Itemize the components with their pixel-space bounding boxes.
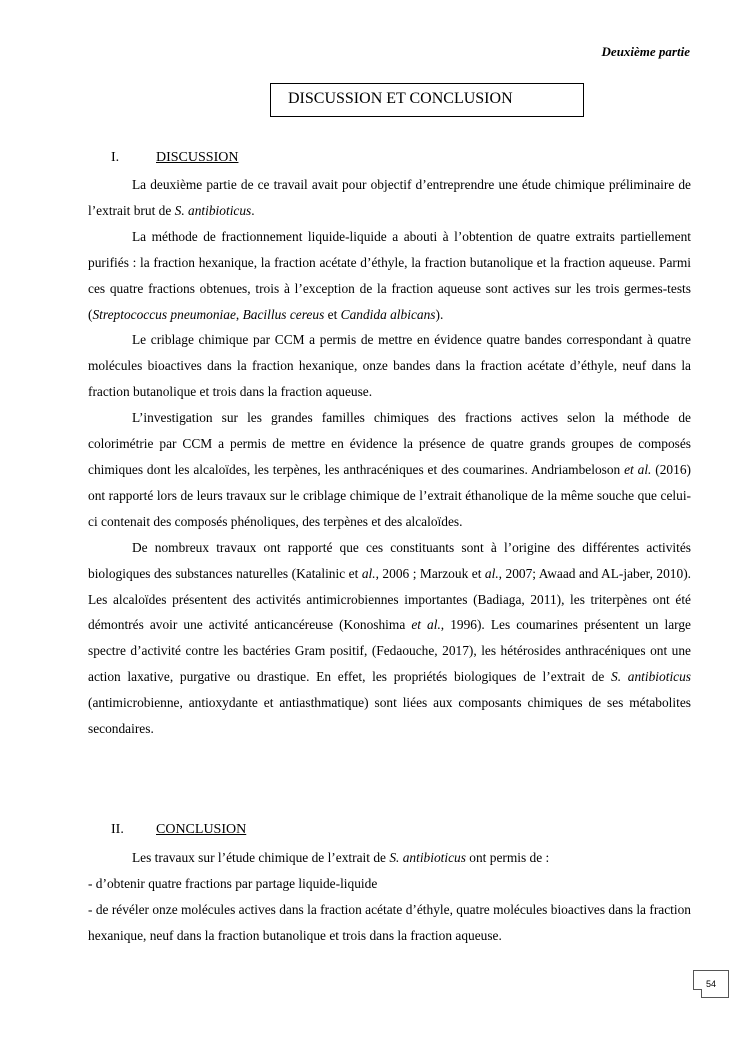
text-run: De nombreux travaux ont rapporté que ces constituants sont à l’origine des différentes activités biologiques des substances naturelles (Katalinic et xyxy=(88,539,691,581)
section-number: I. xyxy=(111,150,120,165)
text-run: La deuxième partie de ce travail avait pour objectif d’entreprendre une étude chimique préliminaire de l’extrait brut de xyxy=(88,177,691,218)
discussion-body xyxy=(88,172,691,742)
text-run: Les travaux sur l’étude chimique de l’extrait de xyxy=(132,850,390,865)
species-name: S. antibioticus xyxy=(174,202,252,218)
text-run: ont permis de : xyxy=(465,850,550,865)
species-name: Streptococcus pneumoniae xyxy=(92,306,236,322)
section-heading-conclusion xyxy=(111,822,246,838)
text-run: (2016) ont rapporté lors de leurs travaux sur le criblage chimique de l’extrait éthanolique de la même souche que celui-ci contenait des composés phénoliques, des terpènes et des alcaloïdes. xyxy=(88,461,691,529)
list-item: - de révéler onze molécules actives dans la fraction acétate d’éthyle, quatre molécules bioactives dans la fraction hexanique, neuf dans la fraction butanolique et trois dans la fraction aqueuse. xyxy=(88,901,691,943)
section-heading-discussion xyxy=(111,150,238,166)
paragraph: Le criblage chimique par CCM a permis de mettre en évidence quatre bandes correspondant à quatre molécules bioactives dans la fraction hexanique, onze bandes dans la fraction acétate d’éthyle, neuf dans la fraction butanolique et trois dans la fraction aqueuse. xyxy=(88,332,691,400)
citation-etal: et al. xyxy=(624,461,652,477)
page-title: DISCUSSION ET CONCLUSION xyxy=(270,83,584,117)
species-name: Candida albicans xyxy=(340,306,436,322)
citation-etal: et al. xyxy=(411,617,441,633)
text-run: , 2006 ; Marzouk et xyxy=(375,565,485,581)
conclusion-body xyxy=(88,845,691,949)
paragraph xyxy=(88,845,691,871)
text-run: , 2007; Awaad and AL-jaber, 2010). Les alcaloïdes présentent des activités antimicrobiennes importantes (Badiaga, 2011), les triterpènes ont été démontrés avoir une activité anticancéreuse (Konoshima xyxy=(88,565,691,633)
list-item: - d’obtenir quatre fractions par partage liquide-liquide xyxy=(88,875,378,891)
section-title: DISCUSSION xyxy=(156,150,239,165)
species-name: S. antibioticus xyxy=(389,850,466,865)
text-run: , 1996). Les coumarines présentent un large spectre d’activité contre les bactéries Gram positif, (Fedaouche, 2017), les hétérosides anthracéniques ont une action laxative, purgative ou drastique. En effet, les propriétés biologiques de l’extrait de xyxy=(88,617,692,685)
paragraph xyxy=(88,224,691,328)
text-run: La méthode de fractionnement liquide-liquide a abouti à l’obtention de quatre extraits partiellement purifiés : la fraction hexanique, la fraction acétate d’éthyle, la fraction butanolique et la fraction aqueuse. Parmi ces quatre fractions obtenues, trois à l’exception de la fraction aqueuse sont actives sur les trois germes-tests ( xyxy=(88,228,691,322)
paragraph xyxy=(88,535,691,742)
page-number: 54 xyxy=(693,970,729,998)
citation-etal: al. xyxy=(361,565,376,581)
species-name: S. antibioticus xyxy=(611,669,692,685)
citation-etal: al. xyxy=(484,565,499,581)
text-run: . xyxy=(251,202,255,218)
text-run: ). xyxy=(435,306,444,322)
species-name: Bacillus cereus xyxy=(242,306,325,322)
running-header: Deuxième partie xyxy=(601,44,690,59)
text-run: , xyxy=(235,306,243,322)
section-number: II. xyxy=(111,822,124,837)
section-title: CONCLUSION xyxy=(156,822,247,837)
paragraph xyxy=(88,172,691,224)
text-run: et xyxy=(324,306,341,322)
text-run: L’investigation sur les grandes familles chimiques des fractions actives selon la méthode de colorimétrie par CCM a permis de mettre en évidence la présence de quatre grands groupes de composés chimiques dont les alcaloïdes, les terpènes, les anthracéniques et des coumarines. Andriambeloson xyxy=(88,410,691,477)
text-run: (antimicrobienne, antioxydante et antiasthmatique) sont liées aux composants chimiques de ses métabolites secondaires. xyxy=(88,695,691,737)
paragraph xyxy=(88,405,691,535)
